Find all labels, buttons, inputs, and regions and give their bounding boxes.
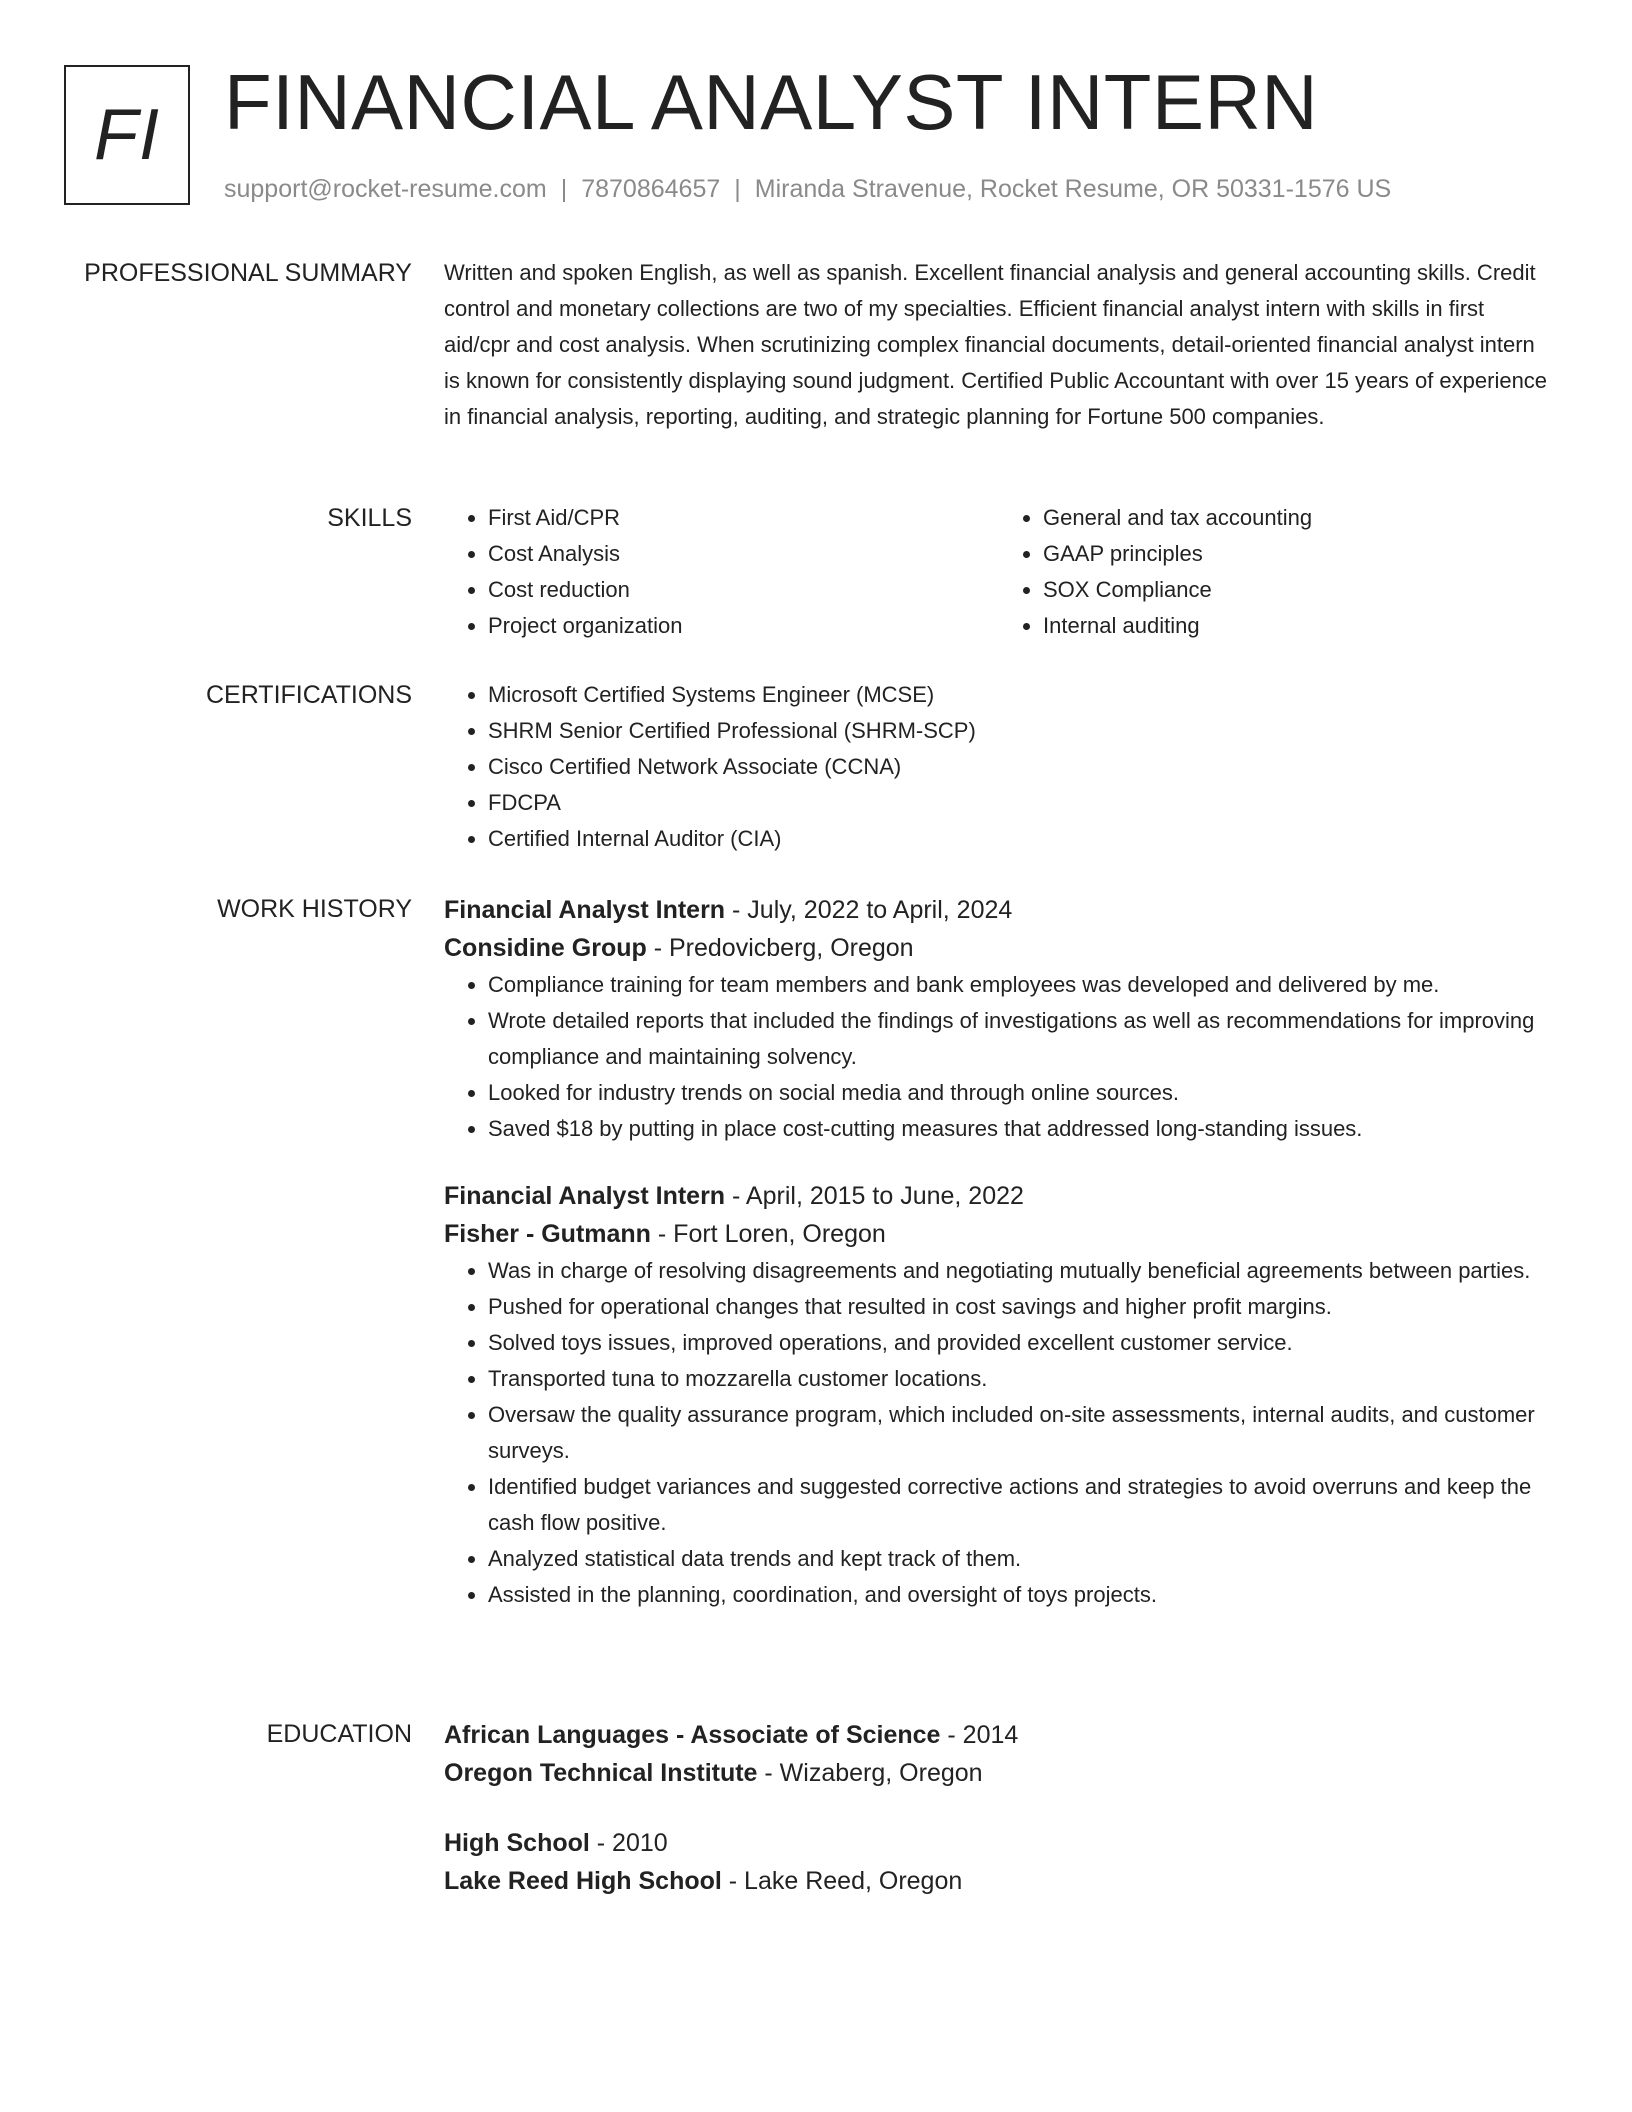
certifications-content [444,677,1554,857]
job-title-line [444,1177,1554,1215]
contact-address: Miranda Stravenue, Rocket Resume, OR 50331-1576 US [754,175,1392,203]
job-entry [444,1177,1554,1613]
job-bullet: • Saved $18 by putting in place cost-cutting measures that addressed long-standing issues. [488,1111,1554,1147]
certification-item: • Certified Internal Auditor (CIA) [488,821,1554,857]
skill-item: • Cost Analysis [488,536,999,572]
job-bullet: • Looked for industry trends on social media and through online sources. [488,1075,1554,1111]
education-year: - 2014 [940,1721,1019,1749]
contact-separator: | [734,175,741,203]
job-bullet: • Was in charge of resolving disagreements and negotiating mutually beneficial agreements between parties. [488,1253,1554,1289]
skill-item: • First Aid/CPR [488,500,999,536]
education-school: Lake Reed High School [444,1867,722,1895]
skills-content [444,500,1554,644]
section-label-skills: SKILLS [327,504,412,532]
job-bullet: • Analyzed statistical data trends and kept track of them. [488,1541,1554,1577]
education-school-line [444,1754,1554,1792]
section-label-education: EDUCATION [266,1720,412,1748]
education-school-line [444,1862,1554,1900]
job-title: Financial Analyst Intern [444,896,726,924]
job-location: - Predovicberg, Oregon [646,934,914,962]
job-company-line [444,929,1554,967]
job-bullet: • Wrote detailed reports that included the findings of investigations as well as recommendations for improving compliance and maintaining solvency. [488,1003,1554,1075]
job-title: Financial Analyst Intern [444,1182,726,1210]
section-label-work: WORK HISTORY [217,895,412,923]
summary-text: Written and spoken English, as well as spanish. Excellent financial analysis and general accounting skills. Credit control and monetary collections are two of my specialties. Efficient financial analyst intern with skills in first aid/cpr and cost analysis. When scrutinizing complex financial documents, detail-oriented financial analyst intern is known for consistently displaying sound judgment. Certified Public Accountant with over 15 years of experience in financial analysis, reporting, auditing, and strategic planning for Fortune 500 companies. [444,260,1548,429]
education-location: - Wizaberg, Oregon [757,1759,983,1787]
contact-phone: 7870864657 [581,175,721,203]
job-bullet: • Oversaw the quality assurance program, which included on-site assessments, internal audits, and customer surveys. [488,1397,1554,1469]
job-dates: - April, 2015 to June, 2022 [725,1182,1024,1210]
contact-line [224,172,1391,206]
education-content [444,1716,1554,1900]
contact-email: support@rocket-resume.com [224,175,547,203]
summary-content [444,255,1554,435]
job-entry [444,891,1554,1147]
resume-title: FINANCIAL ANALYST INTERN [224,58,1319,146]
certification-item: • Microsoft Certified Systems Engineer (MCSE) [488,677,1554,713]
education-degree: African Languages - Associate of Science [444,1721,941,1749]
job-title-line [444,891,1554,929]
section-label-summary: PROFESSIONAL SUMMARY [84,259,412,287]
certification-item: • SHRM Senior Certified Professional (SHRM-SCP) [488,713,1554,749]
education-degree-line [444,1716,1554,1754]
education-year: - 2010 [589,1829,668,1857]
contact-separator: | [560,175,568,203]
job-company: Fisher - Gutmann [444,1220,651,1248]
certification-item: • Cisco Certified Network Associate (CCNA) [488,749,1554,785]
job-bullet: • Assisted in the planning, coordination, and oversight of toys projects. [488,1577,1554,1613]
skills-list-right [999,500,1554,644]
work-content [444,891,1554,1613]
skill-item: • Project organization [488,608,999,644]
skill-item: • General and tax accounting [1043,500,1554,536]
job-bullets [444,1253,1554,1613]
education-entry [444,1824,1554,1900]
job-bullet: • Transported tuna to mozzarella customer locations. [488,1361,1554,1397]
education-location: - Lake Reed, Oregon [721,1867,963,1895]
job-bullets [444,967,1554,1147]
monogram-badge [64,65,190,205]
job-bullet: • Identified budget variances and suggested corrective actions and strategies to avoid overruns and keep the cash flow positive. [488,1469,1554,1541]
education-entry [444,1716,1554,1792]
job-location: - Fort Loren, Oregon [650,1220,886,1248]
monogram-text: FI [94,95,160,175]
education-school: Oregon Technical Institute [444,1759,758,1787]
job-company: Considine Group [444,934,647,962]
section-label-certifications: CERTIFICATIONS [205,681,412,709]
skills-list-left [444,500,999,644]
education-degree: High School [444,1829,590,1857]
certification-item: • FDCPA [488,785,1554,821]
job-bullet: • Pushed for operational changes that resulted in cost savings and higher profit margins. [488,1289,1554,1325]
skill-item: • Cost reduction [488,572,999,608]
job-dates: - July, 2022 to April, 2024 [725,896,1013,924]
education-degree-line [444,1824,1554,1862]
skill-item: • SOX Compliance [1043,572,1554,608]
certifications-list [444,677,1554,857]
job-company-line [444,1215,1554,1253]
skill-item: • Internal auditing [1043,608,1554,644]
job-bullet: • Solved toys issues, improved operations, and provided excellent customer service. [488,1325,1554,1361]
skill-item: • GAAP principles [1043,536,1554,572]
job-bullet: • Compliance training for team members and bank employees was developed and delivered by me. [488,967,1554,1003]
